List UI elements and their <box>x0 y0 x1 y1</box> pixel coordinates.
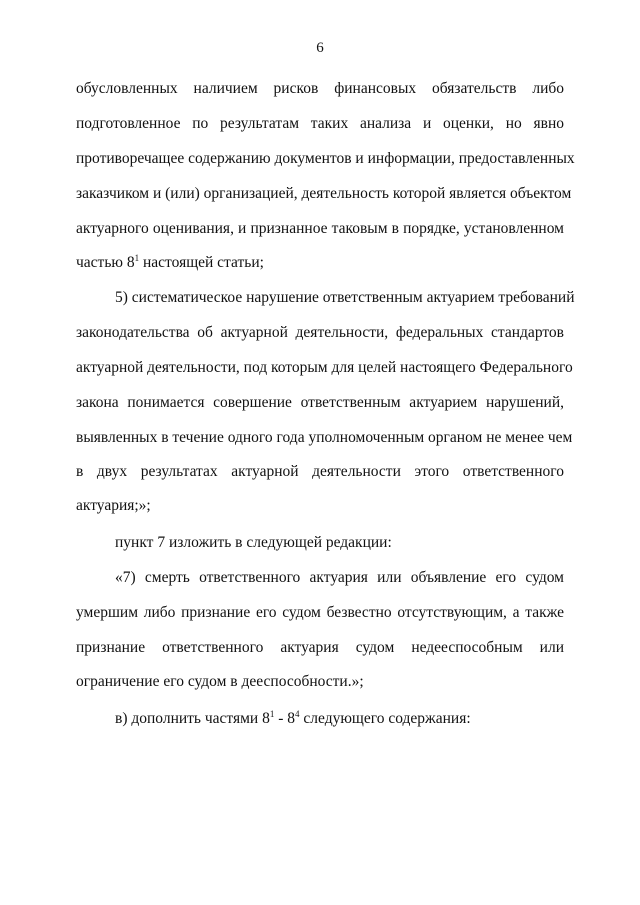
text-line: актуария;»; <box>76 497 151 514</box>
paragraph-first-line <box>115 709 564 729</box>
paragraph-first-line: «7) смерть ответственного актуария или объявление его судом <box>115 569 564 586</box>
text-line: заказчиком и (или) организацией, деятельность которой является объектом <box>76 185 572 202</box>
text-line: ограничение его судом в дееспособности.»; <box>76 673 364 690</box>
text-segment: следующего содержания: <box>299 710 471 727</box>
text-segment: - 8 <box>274 710 296 727</box>
paragraph-first-line: пункт 7 изложить в следующей редакции: <box>115 534 392 551</box>
page-number: 6 <box>316 40 324 56</box>
text-line: признание ответственного актуария судом недееспособным или <box>76 639 564 656</box>
text-segment: в) дополнить частями 8 <box>115 710 270 727</box>
superscript: 1 <box>134 253 140 263</box>
text-line <box>76 253 564 273</box>
paragraph-first-line: 5) систематическое нарушение ответственным актуарием требований <box>115 289 575 306</box>
text-line: законодательства об актуарной деятельности, федеральных стандартов <box>76 324 564 341</box>
text-line: в двух результатах актуарной деятельности этого ответственного <box>76 463 564 480</box>
text-segment: частью 8 <box>76 254 135 271</box>
text-line: противоречащее содержанию документов и информации, предоставленных <box>76 150 575 167</box>
superscript: 1 <box>269 709 275 719</box>
text-line: закона понимается совершение ответственным актуарием нарушений, <box>76 394 564 411</box>
text-line: подготовленное по результатам таких анализа и оценки, но явно <box>76 115 564 132</box>
text-line: умершим либо признание его судом безвестно отсутствующим, а также <box>76 604 564 621</box>
text-line: обусловленных наличием рисков финансовых обязательств либо <box>76 80 564 97</box>
text-line: выявленных в течение одного года уполномоченным органом не менее чем <box>76 429 573 446</box>
superscript: 4 <box>295 709 300 719</box>
text-line: актуарной деятельности, под которым для целей настоящего Федерального <box>76 359 573 376</box>
text-line: актуарного оценивания, и признанное таковым в порядке, установленном <box>76 220 564 237</box>
text-segment: настоящей статьи; <box>139 254 264 271</box>
